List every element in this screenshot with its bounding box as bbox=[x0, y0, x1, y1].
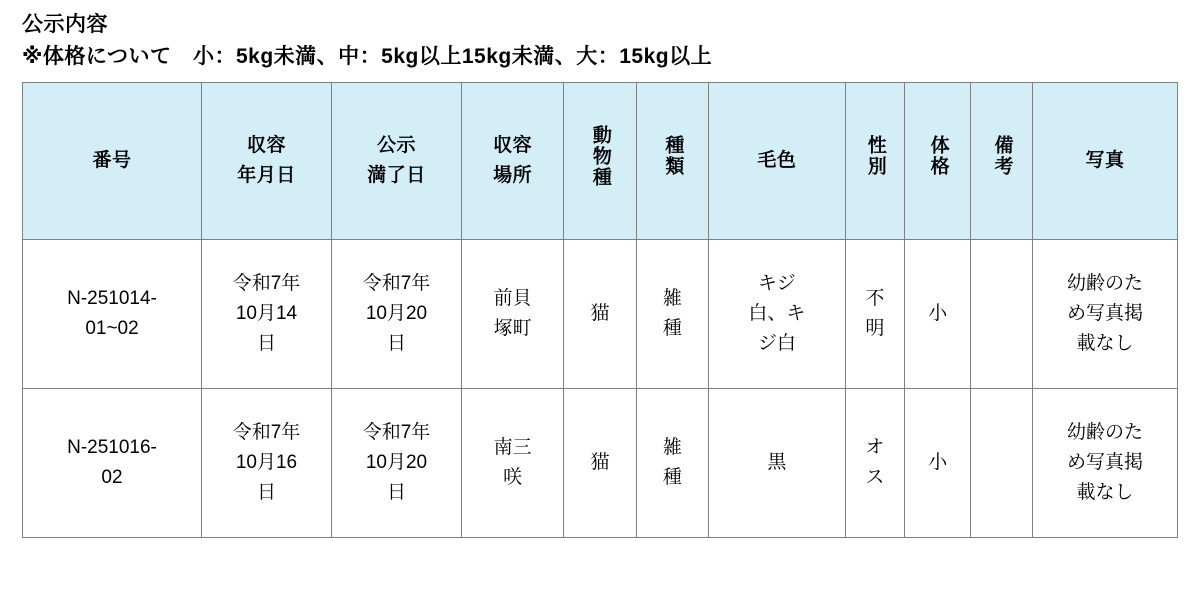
cell-place-line2: 咲 bbox=[503, 467, 523, 488]
cell-number-line2: 02 bbox=[101, 467, 123, 488]
column-header-size bbox=[905, 83, 971, 240]
cell-expire-line1: 令和7年 bbox=[362, 273, 431, 294]
cell-expire-line2: 10月20 bbox=[365, 452, 428, 473]
cell-photo bbox=[1033, 389, 1178, 538]
cell-number bbox=[23, 389, 202, 538]
cell-photo-line3: 載なし bbox=[1076, 482, 1134, 503]
cell-sex-line2: 明 bbox=[865, 318, 885, 339]
cell-intake-line1: 令和7年 bbox=[232, 422, 301, 443]
column-header-expire-date-line1: 公示 bbox=[376, 135, 416, 156]
column-header-intake-date-line1: 収容 bbox=[246, 135, 286, 156]
cell-kind-line2: 種 bbox=[662, 318, 682, 339]
cell-place bbox=[461, 240, 563, 389]
cell-color bbox=[709, 389, 845, 538]
cell-photo-line1: 幼齢のた bbox=[1067, 273, 1144, 294]
column-header-photo-label: 写真 bbox=[1085, 150, 1125, 171]
cell-kind bbox=[636, 240, 708, 389]
column-header-number-label: 番号 bbox=[92, 150, 132, 171]
column-header-kind bbox=[636, 83, 708, 240]
column-header-place bbox=[461, 83, 563, 240]
column-header-expire-date-line2: 満了日 bbox=[367, 165, 426, 186]
table-row bbox=[23, 240, 1178, 389]
cell-intake-date bbox=[202, 240, 332, 389]
cell-color-line2: 白、キ bbox=[748, 303, 806, 324]
column-header-place-line1: 収容 bbox=[493, 135, 533, 156]
cell-sex-line1: 不 bbox=[865, 288, 885, 309]
cell-number-line2: 01~02 bbox=[85, 318, 139, 339]
column-header-intake-date-line2: 年月日 bbox=[237, 165, 296, 186]
cell-place bbox=[461, 389, 563, 538]
cell-expire-line3: 日 bbox=[386, 482, 406, 503]
cell-sex bbox=[845, 389, 905, 538]
column-header-size-label: 体格 bbox=[927, 135, 949, 177]
column-header-number bbox=[23, 83, 202, 240]
cell-size: 小 bbox=[905, 240, 971, 389]
cell-color-line1: 黒 bbox=[767, 452, 787, 473]
cell-number bbox=[23, 240, 202, 389]
column-header-sex-label: 性別 bbox=[864, 135, 886, 177]
cell-kind-line1: 雑 bbox=[662, 437, 682, 458]
column-header-species bbox=[564, 83, 636, 240]
column-header-expire-date bbox=[331, 83, 461, 240]
cell-remarks bbox=[971, 389, 1033, 538]
cell-sex-line1: オ bbox=[865, 437, 885, 458]
cell-place-line1: 前貝 bbox=[493, 288, 532, 309]
cell-sex bbox=[845, 240, 905, 389]
cell-photo bbox=[1033, 240, 1178, 389]
cell-number-line1: N-251016- bbox=[67, 437, 157, 458]
cell-place-line2: 塚町 bbox=[493, 318, 532, 339]
cell-species: 猫 bbox=[564, 389, 636, 538]
public-notice-table bbox=[22, 82, 1178, 538]
column-header-place-line2: 場所 bbox=[493, 165, 533, 186]
cell-expire-line3: 日 bbox=[386, 333, 406, 354]
cell-intake-date bbox=[202, 389, 332, 538]
cell-expire-line2: 10月20 bbox=[365, 303, 428, 324]
cell-expire-line1: 令和7年 bbox=[362, 422, 431, 443]
cell-photo-line2: め写真掲 bbox=[1067, 303, 1144, 324]
cell-intake-line3: 日 bbox=[256, 482, 276, 503]
cell-intake-line2: 10月16 bbox=[235, 452, 298, 473]
cell-expire-date bbox=[331, 240, 461, 389]
cell-kind-line2: 種 bbox=[662, 467, 682, 488]
cell-color-line3: ジ白 bbox=[757, 333, 796, 354]
column-header-photo bbox=[1033, 83, 1178, 240]
cell-sex-line2: ス bbox=[865, 467, 885, 488]
cell-color-line1: キジ bbox=[757, 273, 796, 294]
column-header-color-label: 毛色 bbox=[757, 150, 797, 171]
column-header-remarks bbox=[971, 83, 1033, 240]
cell-expire-date bbox=[331, 389, 461, 538]
column-header-species-label: 動物種 bbox=[589, 124, 611, 188]
cell-remarks bbox=[971, 240, 1033, 389]
cell-photo-line1: 幼齢のた bbox=[1067, 422, 1144, 443]
cell-photo-line3: 載なし bbox=[1076, 333, 1134, 354]
column-header-remarks-label: 備考 bbox=[991, 135, 1013, 177]
table-row bbox=[23, 389, 1178, 538]
column-header-intake-date bbox=[202, 83, 332, 240]
table-header-row bbox=[23, 83, 1178, 240]
column-header-color bbox=[709, 83, 845, 240]
cell-intake-line2: 10月14 bbox=[235, 303, 298, 324]
cell-number-line1: N-251014- bbox=[67, 288, 157, 309]
column-header-kind-label: 種類 bbox=[662, 135, 684, 177]
cell-place-line1: 南三 bbox=[493, 437, 532, 458]
cell-intake-line1: 令和7年 bbox=[232, 273, 301, 294]
page-title: 公示内容 bbox=[22, 13, 108, 36]
page-subtitle: ※体格について 小：5kg未満、中：5kg以上15kg未満、大：15kg以上 bbox=[22, 45, 713, 68]
cell-photo-line2: め写真掲 bbox=[1067, 452, 1144, 473]
column-header-sex bbox=[845, 83, 905, 240]
cell-kind-line1: 雑 bbox=[662, 288, 682, 309]
cell-size: 小 bbox=[905, 389, 971, 538]
cell-species: 猫 bbox=[564, 240, 636, 389]
cell-color bbox=[709, 240, 845, 389]
cell-intake-line3: 日 bbox=[256, 333, 276, 354]
cell-kind bbox=[636, 389, 708, 538]
